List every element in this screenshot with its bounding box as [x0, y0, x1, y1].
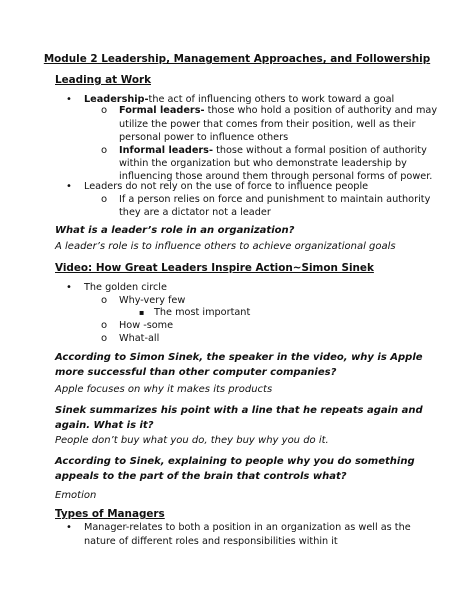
dictator-line-1: If a person relies on force and punishment to maintain authority: [119, 194, 431, 205]
formal-leaders-line-3: personal power to influence others: [119, 132, 289, 143]
dictator-line-2: they are a dictator not a leader: [119, 207, 271, 218]
golden-circle-item: The golden circle: [84, 282, 167, 293]
manager-line-2: nature of different roles and responsibilities within it: [84, 536, 338, 547]
manager-line-1: Manager-relates to both a position in an organization as well as the: [84, 522, 411, 533]
question-brain-line-2: appeals to the part of the brain that controls what?: [55, 471, 347, 482]
bullet-circle-icon: o: [101, 105, 108, 116]
answer-repeat: People don’t buy what you do, they buy why you do it.: [55, 435, 329, 446]
bullet-circle-icon: o: [101, 194, 108, 205]
most-important-item: The most important: [154, 307, 251, 318]
answer-brain: Emotion: [55, 490, 97, 501]
bullet-circle-icon: o: [101, 333, 108, 344]
question-brain-line-1: According to Sinek, explaining to people why you do something: [55, 456, 415, 467]
heading-video: Video: How Great Leaders Inspire Action~Simon Sinek: [55, 262, 374, 274]
what-item: What-all: [119, 333, 160, 344]
leadership-term: Leadership-: [84, 94, 149, 105]
informal-leaders-line-2: within the organization but who demonstrate leadership by: [119, 158, 407, 169]
force-line: Leaders do not rely on the use of force to influence people: [84, 181, 369, 192]
answer-apple: Apple focuses on why it makes its products: [55, 384, 273, 395]
leadership-def: the act of influencing others to work toward a goal: [148, 94, 395, 105]
bullet-disc-icon: •: [66, 181, 72, 192]
informal-leaders-line-1: Informal leaders- those without a formal position of authority: [119, 145, 427, 156]
why-item: Why-very few: [119, 295, 186, 306]
formal-term: Formal leaders-: [119, 105, 205, 116]
informal-leaders-line-3: influencing those around them through personal forms of power.: [119, 171, 433, 182]
formal-leaders-line-2: utilize the power that comes from their position, well as their: [119, 119, 416, 130]
how-item: How -some: [119, 320, 174, 331]
answer-leader-role: A leader’s role is to influence others to achieve organizational goals: [55, 241, 396, 252]
bullet-circle-icon: o: [101, 145, 108, 156]
question-apple-line-2: more successful than other computer companies?: [55, 367, 337, 378]
bullet-square-icon: ▪: [139, 308, 145, 317]
document-title: Module 2 Leadership, Management Approaches, and Followership: [43, 53, 431, 65]
heading-leading-at-work: Leading at Work: [55, 74, 151, 86]
formal-leaders-line-1: Formal leaders- those who hold a position of authority and may: [119, 105, 438, 116]
question-apple-line-1: According to Simon Sinek, the speaker in the video, why is Apple: [55, 352, 423, 363]
bullet-disc-icon: •: [66, 282, 72, 293]
bullet-disc-icon: •: [66, 522, 72, 533]
bullet-disc-icon: •: [66, 94, 72, 105]
question-repeat-line-1: Sinek summarizes his point with a line that he repeats again and: [55, 405, 423, 416]
heading-types-of-managers: Types of Managers: [55, 508, 165, 520]
question-repeat-line-2: again. What is it?: [55, 420, 154, 431]
question-leader-role: What is a leader’s role in an organization?: [55, 225, 295, 236]
informal-term: Informal leaders-: [119, 145, 213, 156]
bullet-circle-icon: o: [101, 320, 108, 331]
bullet-circle-icon: o: [101, 295, 108, 306]
